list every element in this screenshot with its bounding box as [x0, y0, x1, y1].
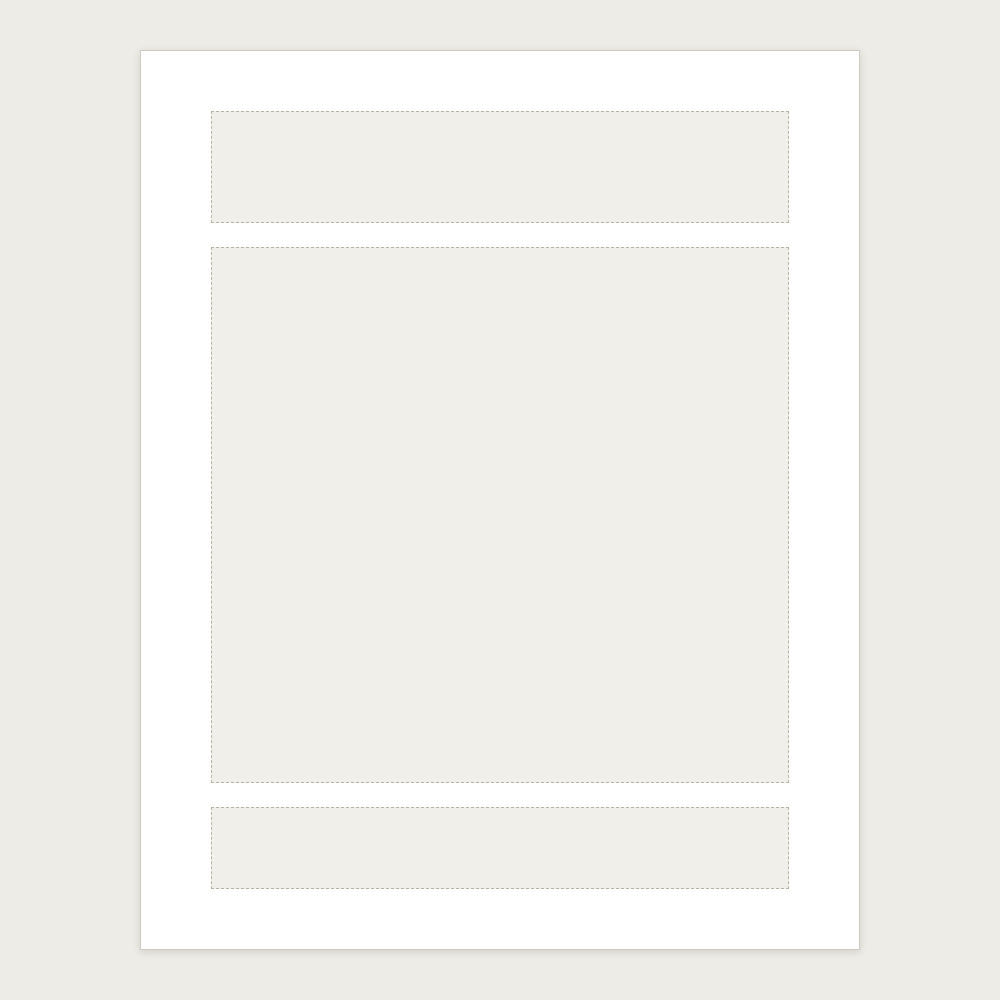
- footer-placeholder: [211, 807, 789, 889]
- report-page: [140, 50, 860, 950]
- header-placeholder: [211, 111, 789, 223]
- table-placeholder: [211, 247, 789, 783]
